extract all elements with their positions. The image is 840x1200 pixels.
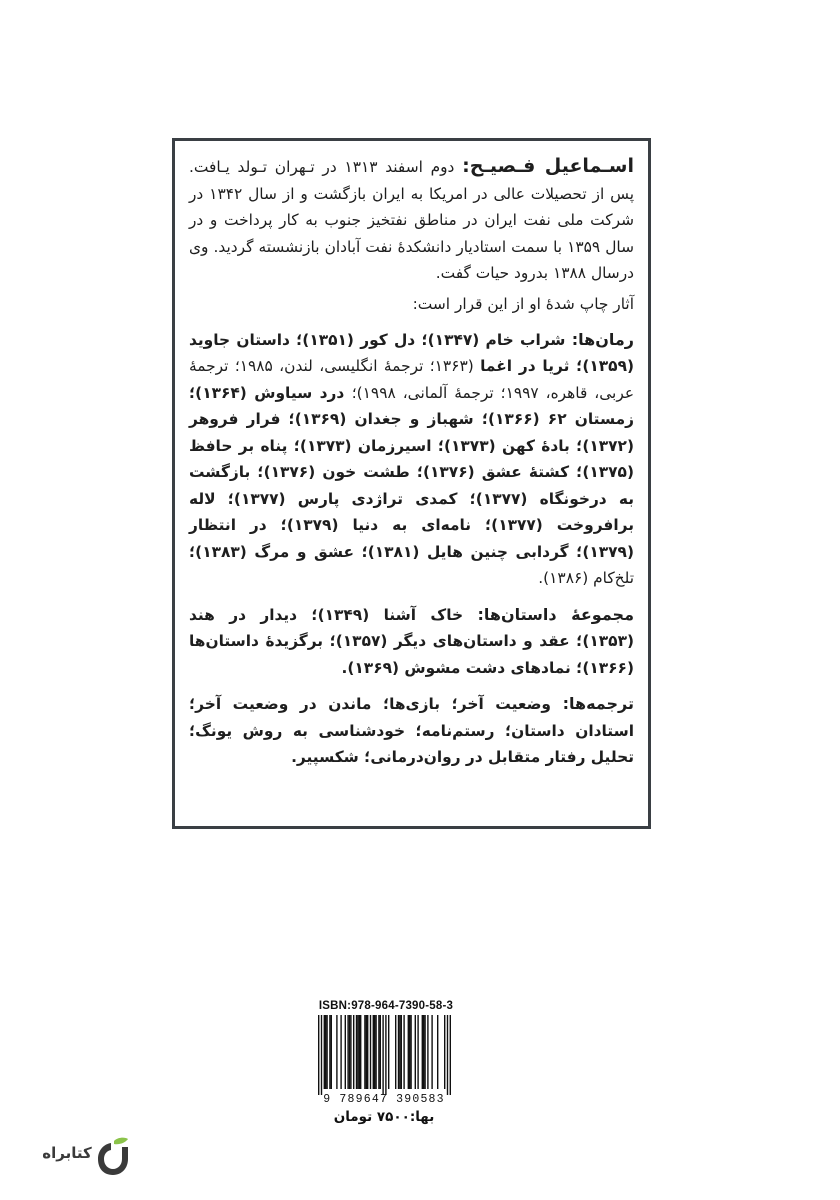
barcode-bar [415, 1015, 416, 1089]
barcode-bar [395, 1015, 396, 1089]
translations-heading: ترجمه‌ها: [562, 694, 634, 713]
author-bio-text: دوم اسفند ۱۳۱۳ در تـهران تـولد یـافت. پس از تحصیلات عالی در امریکا به ایران بازگشت و از سال ۱۳۴۲ در شرکت ملی نفت ایران در مناطق نفتخیز جنوب به کار پرداخت و در سال ۱۳۵۹ با سمت استادیار دانشکدهٔ نفت آبادان بازنشسته گردید. وی درسال ۱۳۸۸ بدرود حیات گفت. [189, 158, 634, 282]
barcode-bar [347, 1015, 348, 1089]
stories-paragraph [189, 602, 634, 682]
barcode-bar [331, 1015, 332, 1089]
barcode-bar [382, 1015, 383, 1095]
barcode-bar [364, 1015, 365, 1089]
translations-paragraph [189, 691, 634, 771]
novels-segment: (۱۳۶۳؛ ترجمهٔ انگلیسی، لندن، ۱۹۸۵؛ ترجمهٔ عربی، قاهره، ۱۹۹۷؛ ترجمهٔ آلمانی، ۱۹۹۸)؛ [189, 357, 635, 402]
barcode-bar [357, 1015, 358, 1089]
barcode-bar [321, 1015, 322, 1095]
barcode-bar [410, 1015, 411, 1089]
novels-segment: درد سیاوش (۱۳۶۴)؛ زمستان ۶۲ (۱۳۶۶)؛ شهباز و جغدان (۱۳۶۹)؛ فرار فروهر (۱۳۷۲)؛ بادهٔ کهن (۱۳۷۳)؛ اسیرزمان (۱۳۷۳)؛ پناه بر حافظ (۱۳۷۵)؛ کشتهٔ عشق (۱۳۷۶)؛ طشت خون (۱۳۷۶)؛ بازگشت به درخونگاه (۱۳۷۷)؛ کمدی تراژدی پارس (۱۳۷۷)؛ لاله برافروخت (۱۳۷۷)؛ نامه‌ای به دنیا (۱۳۷۹)؛ در انتظار (۱۳۷۹)؛ گردابی چنین هایل (۱۳۸۱)؛ عشق و مرگ (۱۳۸۳)؛ [189, 383, 634, 561]
barcode-bar [450, 1015, 451, 1095]
barcode-bar [370, 1015, 371, 1089]
barcode-bar [326, 1015, 327, 1089]
publisher-logo [40, 1137, 140, 1177]
barcode-bar [385, 1015, 386, 1095]
barcode-bar [366, 1015, 367, 1089]
barcode-bar [447, 1015, 448, 1095]
barcode-bars [314, 1015, 454, 1095]
barcode-bar [318, 1015, 319, 1095]
barcode-bar [398, 1015, 399, 1089]
barcode-bar [353, 1015, 354, 1089]
barcode-bar [350, 1015, 351, 1089]
barcode-bar [359, 1015, 360, 1089]
barcode-bar [378, 1015, 379, 1089]
barcode-bar [340, 1015, 341, 1089]
barcode-bar [444, 1015, 445, 1089]
novels-heading: رمان‌ها: [571, 329, 634, 349]
barcode-bar [345, 1015, 346, 1089]
barcode-bar [431, 1015, 432, 1089]
isbn-label: ISBN:978-964-7390-58-3 [318, 1000, 454, 1012]
barcode-bar [401, 1015, 402, 1089]
barcode-bar [360, 1015, 361, 1089]
barcode-bar [324, 1015, 325, 1089]
barcode-bar [374, 1015, 375, 1089]
barcode-bar [422, 1015, 423, 1089]
barcode-bar [409, 1015, 410, 1089]
book-leaf-icon [96, 1137, 130, 1177]
barcode-bar [399, 1015, 400, 1089]
barcode-bar [375, 1015, 376, 1089]
barcode-bar [329, 1015, 330, 1089]
works-intro: آثار چاپ شدهٔ او از این قرار است: [412, 294, 634, 313]
ean-digits: 9 789647 390583 [323, 1093, 445, 1106]
barcode-bar [349, 1015, 350, 1089]
novels-paragraph [189, 327, 634, 592]
stories-heading: مجموعهٔ داستان‌ها: [477, 604, 634, 624]
barcode-bar [388, 1015, 389, 1089]
barcode-bar [437, 1015, 438, 1089]
author-bio-paragraph [189, 153, 634, 287]
stories-segment: خاک آشنا (۱۳۴۹)؛ دیدار در هند (۱۳۵۳)؛ عقد و داستان‌های دیگر (۱۳۵۷)؛ برگزیدهٔ داستان‌ها (۱۳۶۶)؛ نمادهای دشت مشوش (۱۳۶۹). [189, 605, 635, 677]
barcode-bar [417, 1015, 418, 1089]
barcode-bar [423, 1015, 424, 1089]
price-label: بها:۷۵۰۰ تومان [333, 1109, 435, 1125]
barcode-bar [367, 1015, 368, 1089]
barcode-bar [356, 1015, 357, 1089]
translations-segment: وضعیت آخر؛ بازی‌ها؛ ماندن در وضعیت آخر؛ استادان داستان؛ رستم‌نامه؛ خودشناسی به روش یونگ؛ تحلیل رفتار متقابل در روان‌درمانی؛ شکسپیر. [189, 695, 634, 766]
barcode-bar [424, 1015, 425, 1089]
barcode-bar [380, 1015, 381, 1089]
logo-text: کتابراه [42, 1144, 92, 1162]
author-bio-box [172, 138, 651, 829]
barcode-bar [403, 1015, 404, 1089]
novels-segment: شراب خام (۱۳۴۷)؛ دل کور (۱۳۵۱)؛ داستان جاوید (۱۳۵۹)؛ ثریا در اغما [189, 330, 635, 375]
author-name: اسـماعیل فـصیـح: [462, 155, 634, 177]
barcode-bar [325, 1015, 326, 1089]
barcode-bar [408, 1015, 409, 1089]
novels-segment: تلخ‌کام (۱۳۸۶). [538, 569, 634, 587]
barcode-bar [427, 1015, 428, 1089]
barcode-bar [373, 1015, 374, 1089]
barcode-bar [336, 1015, 337, 1089]
